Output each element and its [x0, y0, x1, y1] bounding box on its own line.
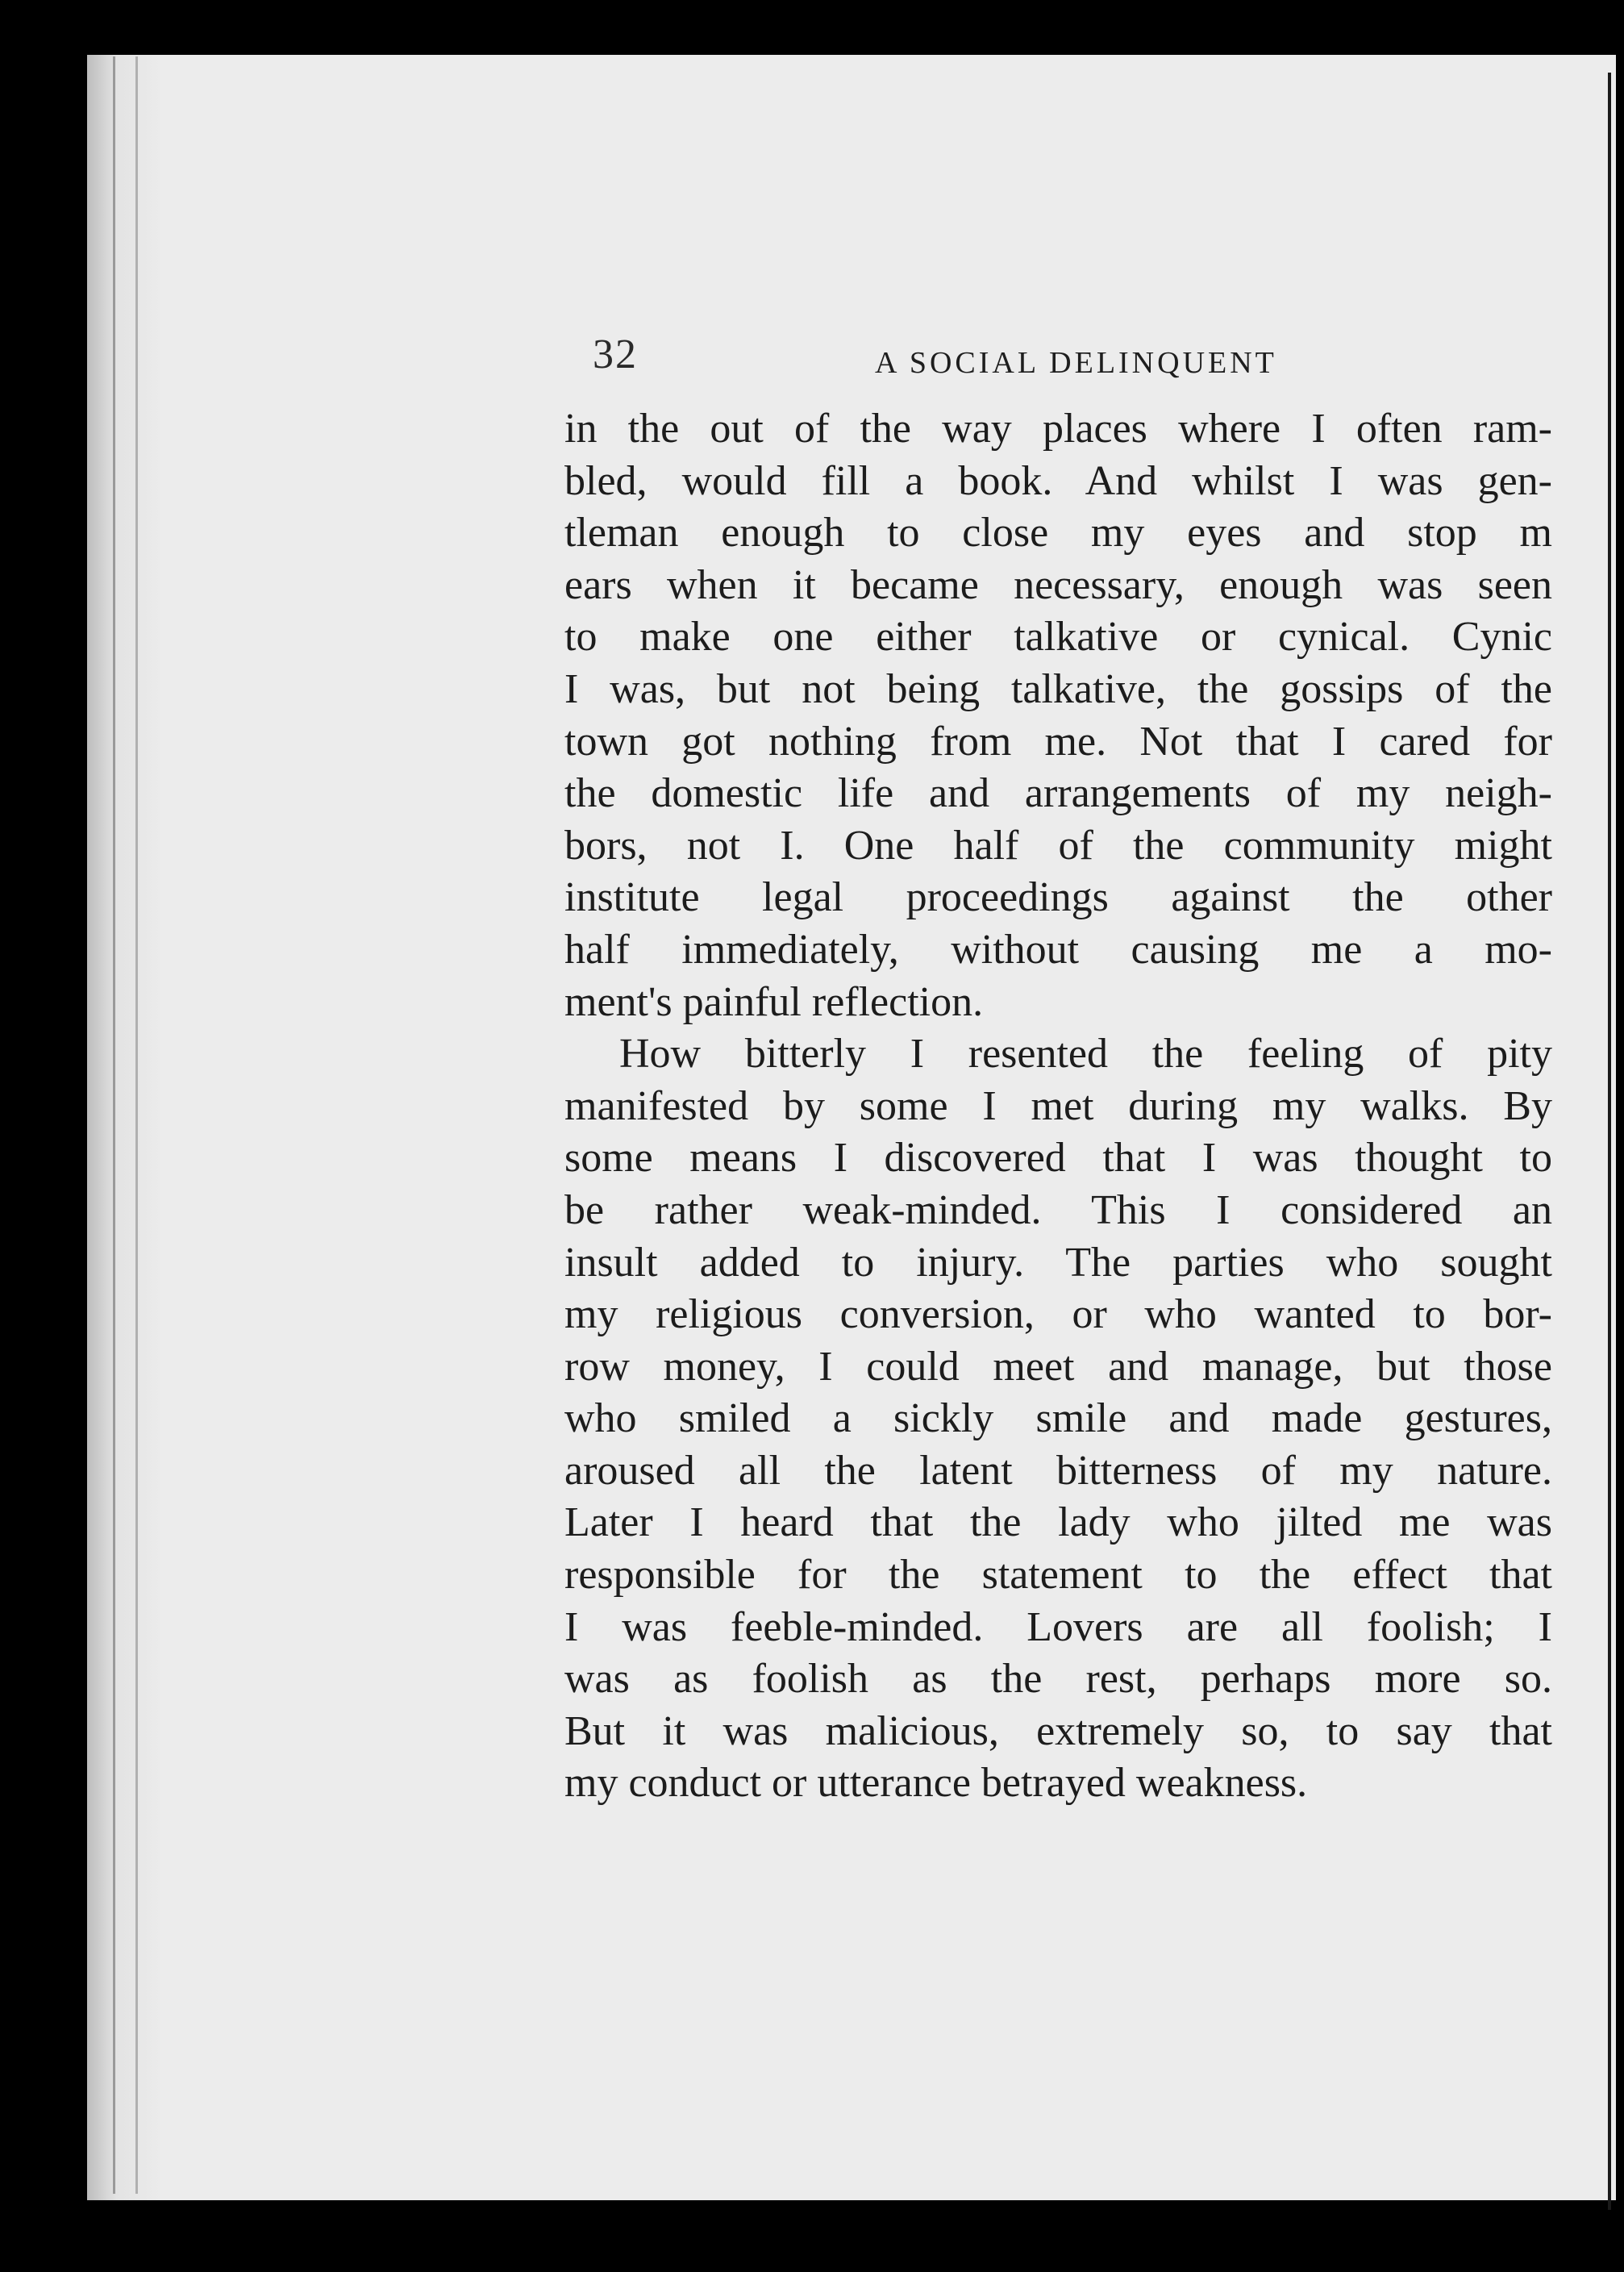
text-line: ment's painful reflection.: [564, 978, 984, 1025]
text-line: insult added to injury. The parties who sought: [564, 1239, 1552, 1286]
text-line: to make one either talkative or cynical. Cynic: [564, 614, 1552, 661]
text-line: But it was malicious, extremely so, to say that: [564, 1707, 1552, 1754]
text-line: the domestic life and arrangements of my neigh-: [564, 770, 1552, 817]
text-line: was as foolish as the rest, perhaps more so.: [564, 1656, 1552, 1703]
page-header: [593, 331, 1568, 387]
page-right-edge: [1608, 73, 1611, 2210]
gutter-line: [135, 56, 138, 2194]
text-line: manifested by some I met during my walks. By: [564, 1082, 1552, 1129]
text-line: my conduct or utterance betrayed weakness.: [564, 1760, 1308, 1807]
text-line: Later I heard that the lady who jilted me was: [564, 1499, 1552, 1546]
text-line: responsible for the statement to the effect that: [564, 1552, 1552, 1599]
body-text: [564, 403, 1552, 1810]
text-line: How bitterly I resented the feeling of pity: [619, 1031, 1552, 1078]
text-line: who smiled a sickly smile and made gestures,: [564, 1395, 1552, 1442]
text-line: aroused all the latent bitterness of my nature.: [564, 1447, 1552, 1494]
text-line: be rather weak-minded. This I considered an: [564, 1186, 1552, 1233]
text-line: half immediately, without causing me a mo-: [564, 926, 1552, 973]
text-line: row money, I could meet and manage, but those: [564, 1343, 1552, 1390]
text-line: I was feeble-minded. Lovers are all foolish; I: [564, 1603, 1552, 1650]
text-line: tleman enough to close my eyes and stop m: [564, 510, 1552, 557]
text-line: some means I discovered that I was thought to: [564, 1135, 1552, 1182]
text-line: ears when it became necessary, enough was seen: [564, 561, 1552, 608]
gutter-line: [113, 56, 115, 2194]
text-line: I was, but not being talkative, the gossips of the: [564, 665, 1552, 712]
text-line: bled, would fill a book. And whilst I was gen-: [564, 457, 1552, 504]
text-line: in the out of the way places where I often ram-: [564, 406, 1552, 452]
text-line: my religious conversion, or who wanted to bor-: [564, 1291, 1552, 1338]
text-line: institute legal proceedings against the other: [564, 874, 1552, 921]
text-line: town got nothing from me. Not that I cared for: [564, 718, 1552, 765]
page-gutter-shadow: [87, 55, 160, 2200]
page-number: 32: [593, 331, 638, 377]
running-title: A SOCIAL DELINQUENT: [875, 346, 1277, 380]
text-line: bors, not I. One half of the community might: [564, 822, 1552, 869]
